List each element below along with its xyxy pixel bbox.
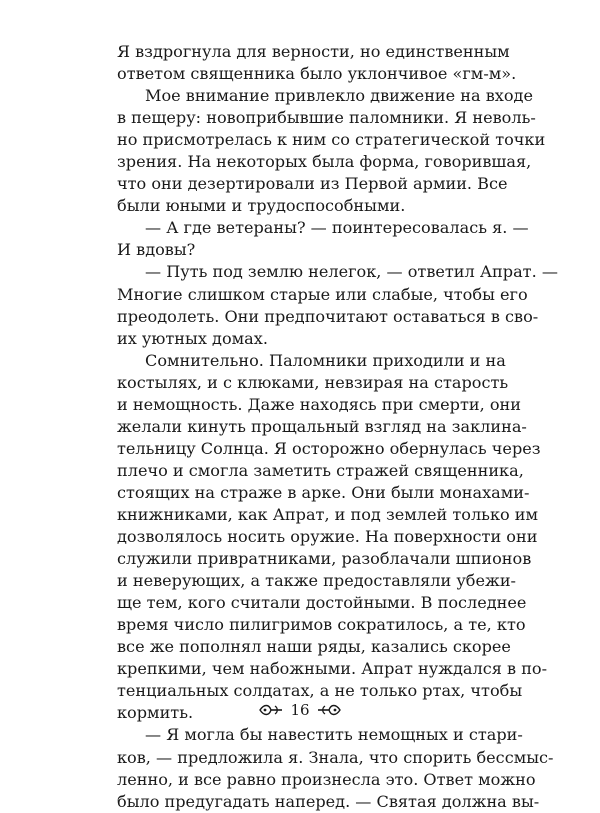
text-line: дозволялось носить оружие. На поверхности они [117,527,538,547]
text-line: — Я могла бы навестить немощных и стари- [145,725,523,745]
text-line: были юными и трудоспособными. [117,196,406,216]
text-line: ленно, и все равно произнесла это. Ответ можно [117,769,536,789]
text-line: Я вздрогнула для верности, но единственным [117,42,510,61]
text-line: что они дезертировали из Первой армии. Все [117,174,508,194]
text-line: книжниками, как Апрат, и под землей только им [117,504,539,524]
text-line: Мое внимание привлекло движение на входе [145,86,533,106]
text-line: тенциальных солдатах, а не только ртах, чтобы [117,681,523,701]
text-line: кормить. [117,703,194,723]
text-line: служили привратниками, разоблачали шпионов [117,549,532,569]
body-text [117,41,558,813]
text-line: ответом священника было уклончивое «гм-м». [117,64,517,84]
text-line: и неверующих, а также предоставляли убежи- [117,571,516,591]
text-line: было предугадать наперед. — Святая должна вы- [117,791,540,811]
text-line: время число пилигримов сократилось, а те, кто [117,615,526,635]
text-line: в пещеру: новоприбывшие паломники. Я неволь- [117,108,536,128]
text-line: преодолеть. Они предпочитают оставаться в сво- [117,306,539,326]
text-line: желали кинуть прощальный взгляд на заклина- [117,416,527,436]
text-line: — А где ветераны? — поинтересовалась я. — [145,218,529,238]
text-line: зрения. На некоторых была форма, говорившая, [117,152,532,172]
right-flourish-icon [316,703,342,717]
page-number: 16 [290,701,310,719]
text-line: их уютных домах. [117,328,268,348]
text-line: тельницу Солнца. Я осторожно обернулась через [117,438,541,458]
text-line: костылях, и с клюками, невзирая на старость [117,372,509,392]
text-line: ще тем, кого считали достойными. В последнее [117,593,527,613]
text-line: Сомнительно. Паломники приходили и на [145,350,506,370]
text-line: — Путь под землю нелегок, — ответил Апрат. — [145,262,558,282]
text-line: плечо и смогла заметить стражей священника, [117,460,524,480]
text-line: И вдовы? [117,240,196,260]
text-line: Многие слишком старые или слабые, чтобы его [117,284,528,304]
text-line: ков, — предложила я. Знала, что спорить бессмыс- [117,747,554,767]
page-footer [0,698,600,722]
left-flourish-icon [258,703,284,717]
text-line: все же пополнял наши ряды, казались скорее [117,637,511,657]
text-line: и немощность. Даже находясь при смерти, они [117,394,521,414]
text-line: крепкими, чем набожными. Апрат нуждался в по- [117,659,548,679]
text-line: стоящих на страже в арке. Они были монахами- [117,482,530,502]
text-line: но присмотрелась к ним со стратегической точки [117,130,546,150]
